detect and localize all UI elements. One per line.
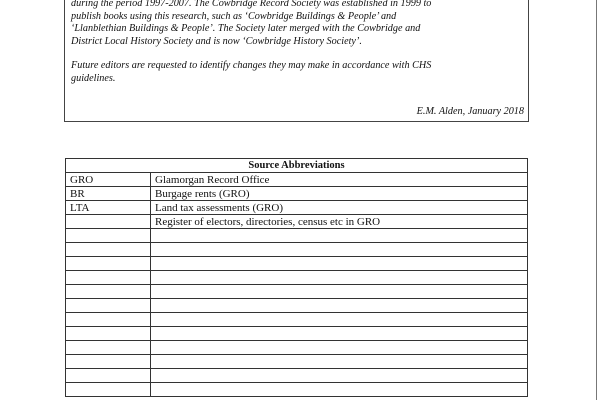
note-line: guidelines. — [71, 72, 116, 84]
table-row — [66, 215, 528, 229]
table-body — [66, 173, 528, 397]
note-signature: E.M. Alden, January 2018 — [416, 106, 524, 117]
abbreviation-meaning — [151, 341, 528, 355]
abbreviation-meaning — [151, 229, 528, 243]
abbreviation-code: LTA — [66, 201, 151, 215]
table-row — [66, 187, 528, 201]
note-line: during the period 1997-2007. The Cowbridge Record Society was established in 1999 to — [71, 0, 432, 9]
abbreviation-code — [66, 285, 151, 299]
editor-note-text — [71, 0, 523, 98]
note-paragraph-history — [71, 0, 523, 48]
note-paragraph-guidelines — [71, 60, 523, 85]
table-row — [66, 271, 528, 285]
abbreviation-meaning: Land tax assessments (GRO) — [151, 201, 528, 215]
abbreviation-meaning — [151, 299, 528, 313]
abbreviation-meaning — [151, 355, 528, 369]
table-row — [66, 313, 528, 327]
abbreviation-code — [66, 215, 151, 229]
abbreviation-meaning — [151, 313, 528, 327]
table-row — [66, 383, 528, 397]
abbreviation-code — [66, 313, 151, 327]
abbreviation-code — [66, 243, 151, 257]
table-row — [66, 201, 528, 215]
abbreviation-meaning — [151, 285, 528, 299]
abbreviation-code — [66, 327, 151, 341]
abbreviation-code: BR — [66, 187, 151, 201]
table-row — [66, 355, 528, 369]
table-title: Source Abbreviations — [66, 159, 528, 173]
abbreviation-code — [66, 369, 151, 383]
note-line: ‘Llanblethian Buildings & People’. The Society later merged with the Cowbridge and — [71, 23, 421, 35]
abbreviation-meaning: Register of electors, directories, census etc in GRO — [151, 215, 528, 229]
table-header-row — [66, 159, 528, 173]
editor-note-box — [64, 0, 529, 122]
table-row — [66, 369, 528, 383]
abbreviation-code — [66, 341, 151, 355]
abbreviation-meaning — [151, 271, 528, 285]
abbreviation-code — [66, 229, 151, 243]
table-row — [66, 243, 528, 257]
abbreviation-meaning — [151, 327, 528, 341]
note-line: District Local History Society and is now ‘Cowbridge History Society’. — [71, 35, 362, 47]
table-row — [66, 257, 528, 271]
table-row — [66, 341, 528, 355]
table-row — [66, 285, 528, 299]
abbreviation-code — [66, 383, 151, 397]
abbreviation-meaning — [151, 383, 528, 397]
abbreviation-meaning — [151, 369, 528, 383]
table-row — [66, 299, 528, 313]
abbreviation-code — [66, 257, 151, 271]
source-abbreviations-table — [65, 158, 528, 397]
table-row — [66, 173, 528, 187]
abbreviation-meaning: Glamorgan Record Office — [151, 173, 528, 187]
abbreviation-code — [66, 355, 151, 369]
note-line: Future editors are requested to identify changes they may make in accordance with CHS — [71, 60, 432, 72]
abbreviation-code: GRO — [66, 173, 151, 187]
abbreviation-meaning: Burgage rents (GRO) — [151, 187, 528, 201]
note-line: publish books using this research, such as ‘Cowbridge Buildings & People’ and — [71, 10, 397, 22]
abbreviation-code — [66, 299, 151, 313]
table-row — [66, 229, 528, 243]
abbreviation-meaning — [151, 243, 528, 257]
abbreviation-code — [66, 271, 151, 285]
abbreviation-meaning — [151, 257, 528, 271]
page-edge-line — [596, 0, 597, 400]
table-row — [66, 327, 528, 341]
